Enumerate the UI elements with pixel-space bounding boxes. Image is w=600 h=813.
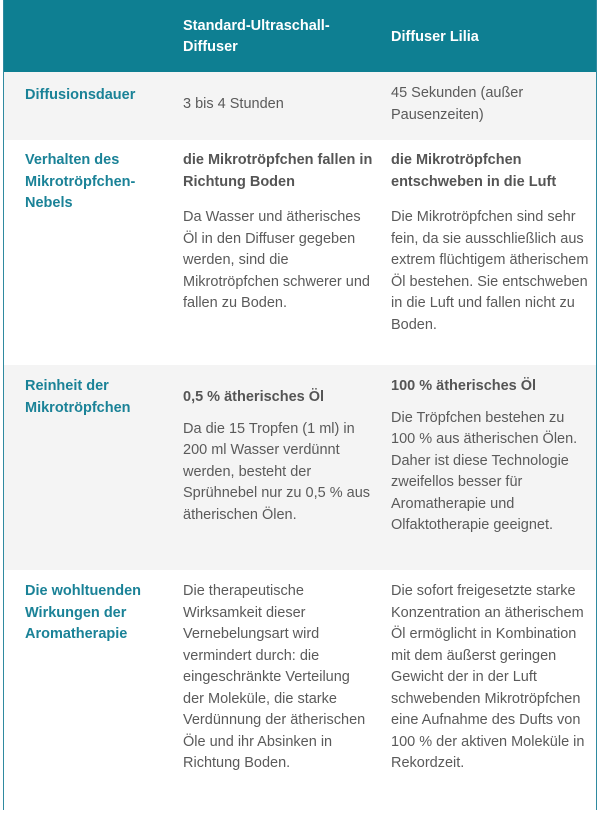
standard-purity-text: Da die 15 Tropfen (1 ml) in 200 ml Wasser verdünnt werden, besteht der Sprühnebel nur zu 0,5 % aus ätherischen Ölen. [183, 420, 371, 523]
lilia-purity-text: Die Tröpfchen bestehen zu 100 % aus ätherischen Ölen. Daher ist diese Technologie zweifellos besser für Aromatherapie und Olfaktotherapie geeignet. [391, 409, 578, 533]
lilia-purity-title: 100 % ätherisches Öl [391, 378, 537, 394]
table-row [4, 365, 596, 570]
standard-behavior-title: die Mikrotröpfchen fallen in Richtung Boden [183, 152, 373, 190]
standard-behavior-text: Da Wasser und ätherisches Öl in den Diffuser gegeben werden, sind die Mikrotröpfchen schwerer und fallen zu Boden. [183, 209, 370, 311]
lilia-behavior-text: Die Mikrotröpfchen sind sehr fein, da sie ausschließlich aus extrem flüchtigem ätherischem Öl bestehen. Sie entschweben in die Luft und fallen nicht zu Boden. [391, 209, 589, 333]
row-label-behavior: Verhalten des Mikrotröpfchen-Nebels [25, 152, 136, 211]
table-header [4, 0, 596, 72]
cell-standard-purity [183, 387, 373, 526]
cell-standard-duration: 3 bis 4 Stunden [183, 96, 284, 112]
cell-lilia-aromatherapy: Die sofort freigesetzte starke Konzentration an ätherischem Öl ermöglicht in Kombination mit dem äußerst geringen Gewicht der in der Luft schwebenden Mikrotröpfchen eine Aufnahme des Dufts von 100 % der aktiven Moleküle in Rekordzeit. [391, 583, 585, 771]
cell-lilia-purity [391, 376, 591, 537]
row-label-purity: Reinheit der Mikrotröpfchen [25, 378, 131, 416]
standard-purity-title: 0,5 % ätherisches Öl [183, 389, 325, 405]
cell-standard-aromatherapy: Die therapeutische Wirksamkeit dieser Vernebelungsart wird vermindert durch: die eingeschränkte Verteilung der Moleküle, die starke Verdünnung der ätherischen Öle und ihr Absinken in Richtung Boden. [183, 583, 366, 771]
table-row [4, 72, 596, 140]
header-diffuser-lilia: Diffuser Lilia [391, 29, 479, 45]
cell-lilia-behavior [391, 150, 591, 336]
table-row [4, 140, 596, 365]
comparison-table [3, 0, 597, 810]
header-standard-diffuser: Standard-Ultraschall-Diffuser [183, 18, 330, 55]
cell-standard-behavior [183, 150, 373, 315]
row-label-diffusionsdauer: Diffusionsdauer [25, 87, 136, 103]
lilia-behavior-title: die Mikrotröpfchen entschweben in die Luft [391, 152, 557, 190]
row-label-aromatherapy: Die wohltuenden Wirkungen der Aromatherapie [25, 583, 141, 642]
cell-lilia-duration: 45 Sekunden (außer Pausenzeiten) [391, 85, 524, 123]
table-row [4, 570, 596, 810]
